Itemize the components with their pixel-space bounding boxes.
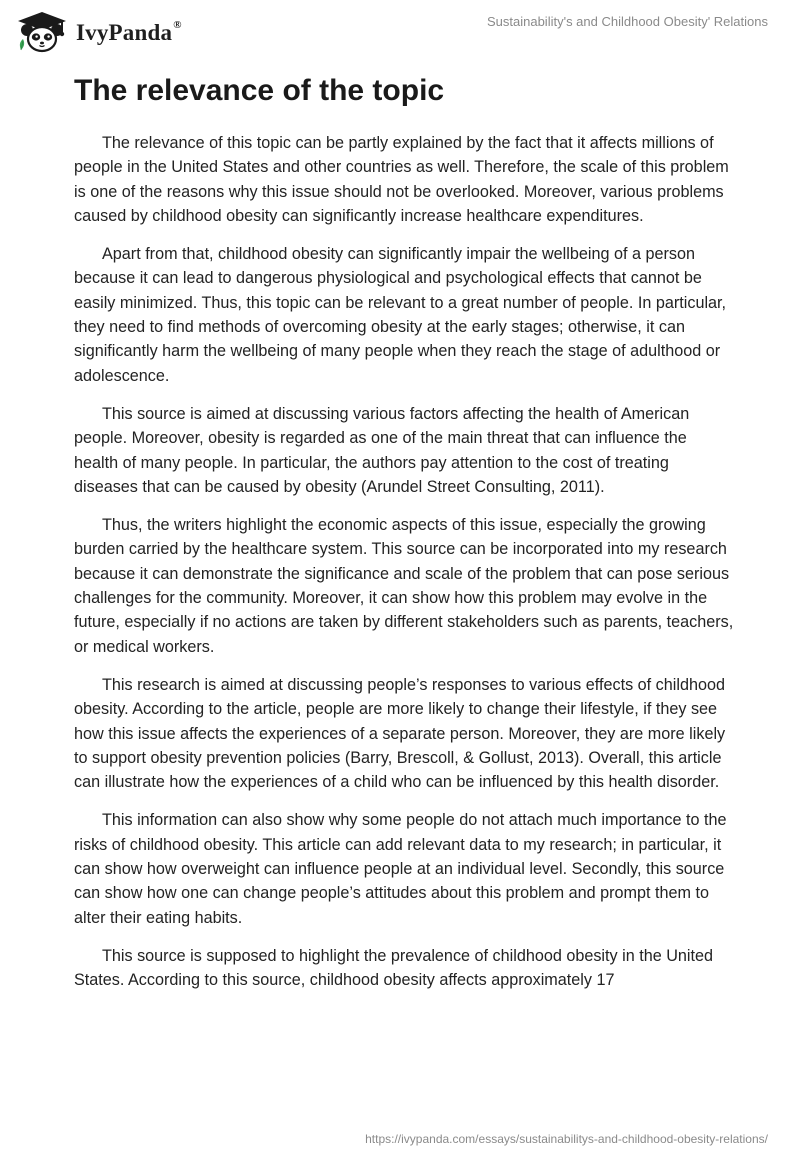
brand-text: IvyPanda — [76, 20, 173, 45]
panda-graduation-cap-icon — [14, 10, 70, 54]
paragraph: This source is supposed to highlight the prevalence of childhood obesity in the United States. According to this source, childhood obesity affects approximately 17 — [74, 946, 714, 990]
paragraph: Apart from that, childhood obesity can significantly impair the wellbeing of a person because it can lead to dangerous physiological and psychological effects that cannot be easily minimized. Thus, this topic can be relevant to a great number of people. In particular, they need to find methods of overcoming obesity at the early stages; otherwise, it can significantly harm the wellbeing of many people when they reach the stage of adulthood or adolescence. — [74, 245, 727, 385]
source-url[interactable]: https://ivypanda.com/essays/sustainabilitys-and-childhood-obesity-relations/ — [365, 1132, 768, 1146]
paragraph: This research is aimed at discussing people’s responses to various effects of childhood obesity. According to the article, people are more likely to change their lifestyle, if they see how this issue affects the experiences of a separate person. Moreover, they are more likely to support obesity prevention policies (Barry, Brescoll, & Gollust, 2013). Overall, this article can illustrate how the experiences of a child who can be influenced by this health disorder. — [74, 675, 726, 792]
paragraph: The relevance of this topic can be partly explained by the fact that it affects millions of people in the United States and other countries as well. Therefore, the scale of this problem is one of the reasons why this issue should not be overlooked. Moreover, various problems caused by childhood obesity can significantly increase healthcare expenditures. — [74, 134, 729, 225]
registered-mark: ® — [173, 19, 182, 32]
paragraph: This source is aimed at discussing various factors affecting the health of American people. Moreover, obesity is regarded as one of the main threat that can influence the health of many people. In particular, the authors pay attention to the cost of treating diseases that can be caused by obesity (Arundel Street Consulting, 2011). — [74, 404, 690, 496]
paragraph: Thus, the writers highlight the economic aspects of this issue, especially the growing burden carried by the healthcare system. This source can be incorporated into my research because it can demonstrate the significance and scale of the problem that can pose serious challenges for the community. Moreover, it can show how this problem may evolve in the future, especially if no actions are taken by different stakeholders such as parents, teachers, or medical workers. — [74, 516, 734, 656]
paragraph: This information can also show why some people do not attach much importance to the risks of childhood obesity. This article can add relevant data to my research; in particular, it can show how overweight can influence people at an individual level. Secondly, this source can show how one can change people’s attitudes about this problem and prompt them to alter their eating habits. — [74, 811, 727, 927]
brand-name — [76, 20, 182, 46]
document-title: Sustainability's and Childhood Obesity' Relations — [486, 14, 768, 29]
section-heading: The relevance of the topic — [74, 74, 445, 107]
page-header — [0, 0, 800, 60]
ivypanda-logo[interactable] — [14, 8, 182, 56]
essay-body — [74, 131, 734, 1007]
